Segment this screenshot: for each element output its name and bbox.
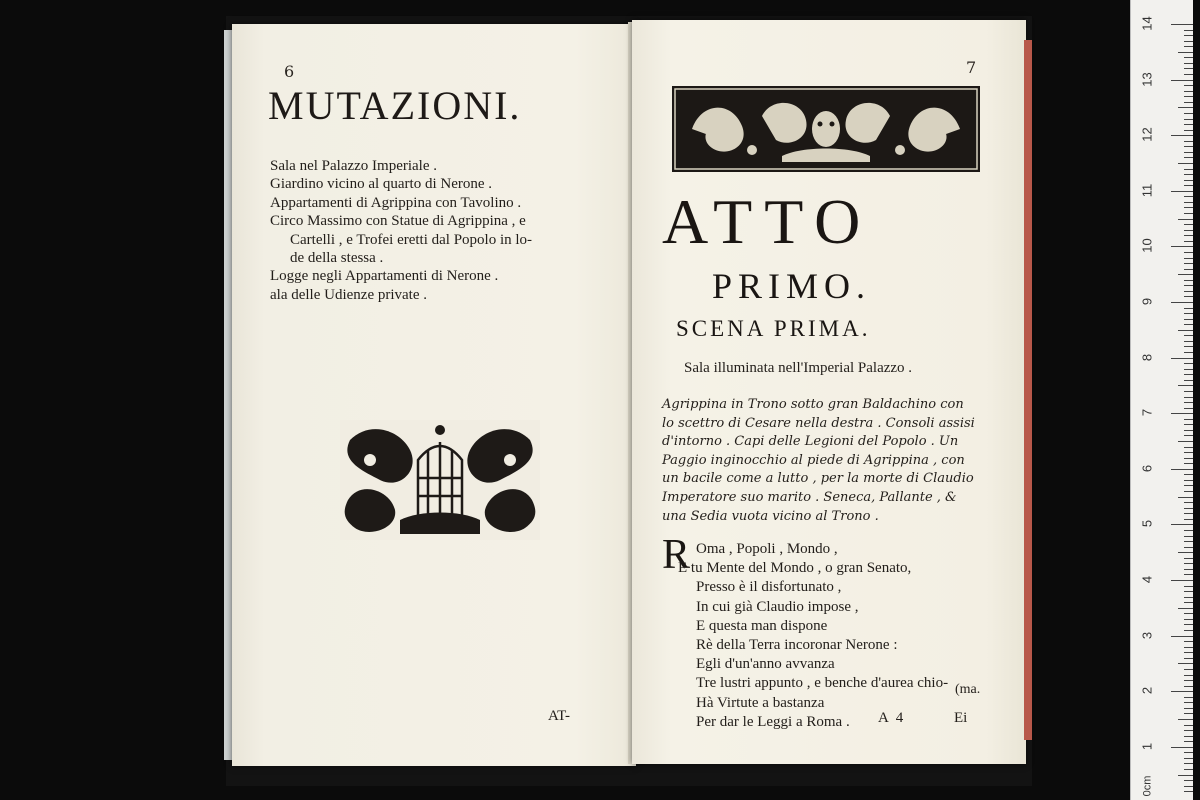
verse-line: Rè della Terra incoronar Nerone : [696, 637, 898, 654]
ruler-number: 5 [1139, 520, 1155, 528]
ruler-tick [1184, 113, 1193, 114]
ruler-tick [1184, 569, 1193, 570]
verse-line: Tre lustri appunto , e benche d'aurea chio- [696, 675, 949, 692]
ruler-tick [1184, 630, 1193, 631]
scene-change-item: ala delle Udienze private . [270, 286, 428, 303]
ruler-tick [1171, 80, 1193, 81]
ruler-tick [1184, 508, 1193, 509]
ruler-tick [1171, 358, 1193, 359]
headpiece-ornament-icon [672, 86, 980, 172]
stage-direction-line: un bacile come a lutto , per la morte di Claudio [662, 471, 974, 487]
ruler-tick [1171, 135, 1193, 136]
ruler-tick [1184, 141, 1193, 142]
ruler-tick [1184, 675, 1193, 676]
ruler-tick [1184, 658, 1193, 659]
ruler-tick [1184, 463, 1193, 464]
ruler-tick [1171, 691, 1193, 692]
stage-direction [662, 396, 1007, 526]
ruler-tick [1178, 497, 1193, 498]
ruler-unit-label: 0cm [1141, 775, 1154, 797]
ruler-tick [1184, 613, 1193, 614]
ruler-tick [1178, 719, 1193, 720]
ruler-tick [1184, 397, 1193, 398]
ruler-tick [1184, 536, 1193, 537]
ruler-tick [1184, 130, 1193, 131]
ruler-number: 4 [1139, 575, 1155, 584]
ruler-tick [1184, 85, 1193, 86]
ruler-tick [1184, 736, 1193, 737]
ruler-tick [1184, 791, 1193, 792]
scene-change-item: Giardino vicino al quarto di Nerone . [270, 176, 493, 193]
ruler-tick [1184, 263, 1193, 264]
verse-turnover: (ma. [955, 682, 981, 697]
ruler-tick [1184, 119, 1193, 120]
ruler-tick [1184, 458, 1193, 459]
ruler-tick [1184, 558, 1193, 559]
ruler-tick [1184, 152, 1193, 153]
ruler-tick [1184, 41, 1193, 42]
ruler-tick [1184, 697, 1193, 698]
ruler-number: 12 [1139, 127, 1155, 142]
ruler-tick [1184, 146, 1193, 147]
ruler-tick [1184, 308, 1193, 309]
ruler-tick [1184, 424, 1193, 425]
ruler-tick [1184, 46, 1193, 47]
ruler-tick [1184, 202, 1193, 203]
signature-mark: A 4 [878, 710, 906, 726]
ruler-tick [1171, 636, 1193, 637]
act-number-heading: PRIMO. [712, 266, 872, 306]
ruler-tick [1184, 57, 1193, 58]
ruler-tick [1184, 430, 1193, 431]
stage-direction-line: una Sedia vuota vicino al Trono . [662, 508, 879, 524]
ruler-tick [1184, 352, 1193, 353]
ruler-tick [1184, 96, 1193, 97]
ruler-tick [1184, 408, 1193, 409]
ruler-tick [1171, 302, 1193, 303]
book-edge-right [1024, 40, 1032, 740]
ruler-tick [1184, 185, 1193, 186]
ruler-tick [1184, 647, 1193, 648]
ruler-tick [1184, 586, 1193, 587]
ruler-tick [1184, 380, 1193, 381]
stage-direction-line: Agrippina in Trono sotto gran Baldachino con [662, 397, 964, 412]
scene-change-item: Logge negli Appartamenti di Nerone . [270, 268, 499, 285]
scene-change-item: Cartelli , e Trofei eretti dal Popolo in lo- [290, 231, 533, 248]
stage-direction-line: Imperatore suo marito . Seneca, Pallante , & [662, 489, 957, 505]
ruler-tick [1184, 35, 1193, 36]
verse-line: In cui già Claudio impose , [696, 598, 859, 615]
ruler-number: 13 [1139, 71, 1155, 87]
ruler-tick [1171, 24, 1193, 25]
verse-text [678, 540, 949, 732]
ruler-tick [1184, 124, 1193, 125]
ruler-tick [1184, 402, 1193, 403]
ruler-tick [1184, 769, 1193, 770]
ruler-tick [1184, 597, 1193, 598]
ruler-tick [1184, 335, 1193, 336]
ruler-number: 9 [1139, 297, 1155, 306]
left-page-number: 6 [284, 62, 295, 81]
ruler-tick [1178, 52, 1193, 53]
right-page-number: 7 [966, 58, 977, 77]
ruler-tick [1178, 163, 1193, 164]
ruler-tick [1184, 235, 1193, 236]
ruler-tick [1184, 574, 1193, 575]
ruler-tick [1184, 30, 1193, 31]
ruler-tick [1184, 786, 1193, 787]
ruler-tick [1171, 191, 1193, 192]
verse-line: Hà Virtute a bastanza [696, 694, 825, 711]
ruler-tick [1184, 547, 1193, 548]
ruler-tick [1178, 330, 1193, 331]
ruler-tick [1178, 385, 1193, 386]
ruler-tick [1184, 241, 1193, 242]
ruler-tick [1184, 669, 1193, 670]
ruler-number: 8 [1139, 353, 1155, 361]
ruler-tick [1184, 74, 1193, 75]
ruler-number: 6 [1139, 464, 1155, 472]
ruler-tick [1178, 219, 1193, 220]
ruler-tick [1184, 213, 1193, 214]
ruler-tick [1184, 541, 1193, 542]
ruler-number: 2 [1139, 687, 1155, 695]
verse-line: Egli d'un'anno avvanza [696, 656, 835, 673]
ruler-tick [1184, 341, 1193, 342]
ruler-tick [1184, 686, 1193, 687]
ruler-tick [1178, 441, 1193, 442]
ruler-tick [1184, 207, 1193, 208]
ruler-tick [1184, 224, 1193, 225]
ruler-tick [1184, 502, 1193, 503]
ruler-tick [1184, 452, 1193, 453]
ruler-tick [1171, 246, 1193, 247]
ruler-tick [1171, 580, 1193, 581]
drop-cap: R [662, 532, 691, 578]
ruler-tick [1184, 652, 1193, 653]
ruler-tick [1184, 519, 1193, 520]
ruler-tick [1184, 763, 1193, 764]
ruler-tick [1184, 180, 1193, 181]
stage-direction-line: lo scettro di Cesare nella destra . Consoli assisi [662, 415, 975, 431]
ruler-tick [1184, 319, 1193, 320]
ruler-tick [1184, 169, 1193, 170]
stage-direction-line: Paggio inginocchio al piede di Agrippina , con [662, 452, 965, 468]
ruler-tick [1184, 591, 1193, 592]
ruler-tick [1184, 702, 1193, 703]
ruler-tick [1171, 469, 1193, 470]
ruler-tick [1184, 741, 1193, 742]
ruler-number: 1 [1139, 742, 1155, 750]
ruler-tick [1184, 91, 1193, 92]
ruler-tick [1184, 196, 1193, 197]
ruler-tick [1184, 258, 1193, 259]
ruler-tick [1178, 775, 1193, 776]
ruler-tick [1184, 641, 1193, 642]
scene-changes-list [270, 157, 532, 304]
scene-setting: Sala illuminata nell'Imperial Palazzo . [684, 360, 913, 376]
ruler-tick [1171, 524, 1193, 525]
ruler-number: 10 [1139, 238, 1155, 254]
ruler-tick [1178, 107, 1193, 108]
ruler-tick [1184, 63, 1193, 64]
ruler-tick [1178, 608, 1193, 609]
right-catchword: Ei [954, 710, 968, 726]
ruler-tick [1184, 313, 1193, 314]
ruler-tick [1184, 530, 1193, 531]
ruler-number: 3 [1139, 631, 1155, 639]
ruler-tick [1184, 230, 1193, 231]
ruler-tick [1184, 485, 1193, 486]
ruler-tick [1184, 285, 1193, 286]
ruler-tick [1184, 563, 1193, 564]
scene-change-item: Appartamenti di Agrippina con Tavolino . [270, 194, 522, 211]
ruler-tick [1184, 447, 1193, 448]
verse-line: E tu Mente del Mondo , o gran Senato, [678, 560, 912, 577]
ruler-tick [1184, 725, 1193, 726]
mutazioni-title: MUTAZIONI. [268, 83, 522, 128]
ruler-tick [1184, 252, 1193, 253]
ruler-tick [1184, 369, 1193, 370]
ruler-tick [1184, 602, 1193, 603]
birdcage-ornament-icon [340, 420, 540, 540]
ruler-tick [1184, 491, 1193, 492]
ruler-tick [1184, 474, 1193, 475]
ruler-tick [1184, 102, 1193, 103]
ruler-tick [1178, 552, 1193, 553]
ruler-tick [1184, 391, 1193, 392]
scene-change-item: Sala nel Palazzo Imperiale . [270, 158, 438, 174]
ruler-tick [1184, 346, 1193, 347]
measurement-ruler [1130, 0, 1193, 800]
ruler-tick [1184, 419, 1193, 420]
verse-line: Presso è il disfortunato , [696, 579, 842, 596]
ruler-tick [1184, 708, 1193, 709]
left-catchword: AT- [548, 708, 570, 724]
ruler-tick [1184, 296, 1193, 297]
ruler-tick [1171, 747, 1193, 748]
ruler-tick [1178, 274, 1193, 275]
stage-direction-line: d'intorno . Capi delle Legioni del Popolo . Un [662, 434, 959, 450]
scene-heading: SCENA PRIMA. [676, 316, 871, 341]
ruler-number: 14 [1139, 16, 1155, 31]
ruler-tick [1184, 374, 1193, 375]
ruler-tick [1184, 174, 1193, 175]
ruler-number: 11 [1139, 183, 1155, 198]
ruler-tick [1184, 758, 1193, 759]
ruler-tick [1184, 157, 1193, 158]
ruler-number: 7 [1139, 409, 1155, 417]
ruler-tick [1171, 413, 1193, 414]
ruler-tick [1184, 713, 1193, 714]
scene-change-item: Circo Massimo con Statue di Agrippina , e [270, 213, 526, 230]
ruler-tick [1184, 730, 1193, 731]
ruler-tick [1184, 513, 1193, 514]
ruler-tick [1184, 680, 1193, 681]
ruler-tick [1184, 363, 1193, 364]
ruler-tick [1184, 324, 1193, 325]
ruler-tick [1184, 280, 1193, 281]
ruler-tick [1178, 663, 1193, 664]
ruler-tick [1184, 269, 1193, 270]
verse-line: E questa man dispone [696, 617, 828, 634]
ruler-tick [1184, 291, 1193, 292]
act-heading: ATTO [662, 186, 873, 257]
verse-line: Per dar le Leggi a Roma . [696, 713, 850, 730]
ruler-tick [1184, 752, 1193, 753]
ruler-tick [1184, 619, 1193, 620]
ruler-tick [1184, 480, 1193, 481]
left-page [232, 24, 636, 766]
verse-line: Oma , Popoli , Mondo , [696, 541, 838, 557]
ruler-tick [1184, 624, 1193, 625]
ruler-tick [1184, 68, 1193, 69]
scene-change-item: de della stessa . [290, 250, 384, 267]
ruler-tick [1184, 780, 1193, 781]
ruler-tick [1184, 435, 1193, 436]
